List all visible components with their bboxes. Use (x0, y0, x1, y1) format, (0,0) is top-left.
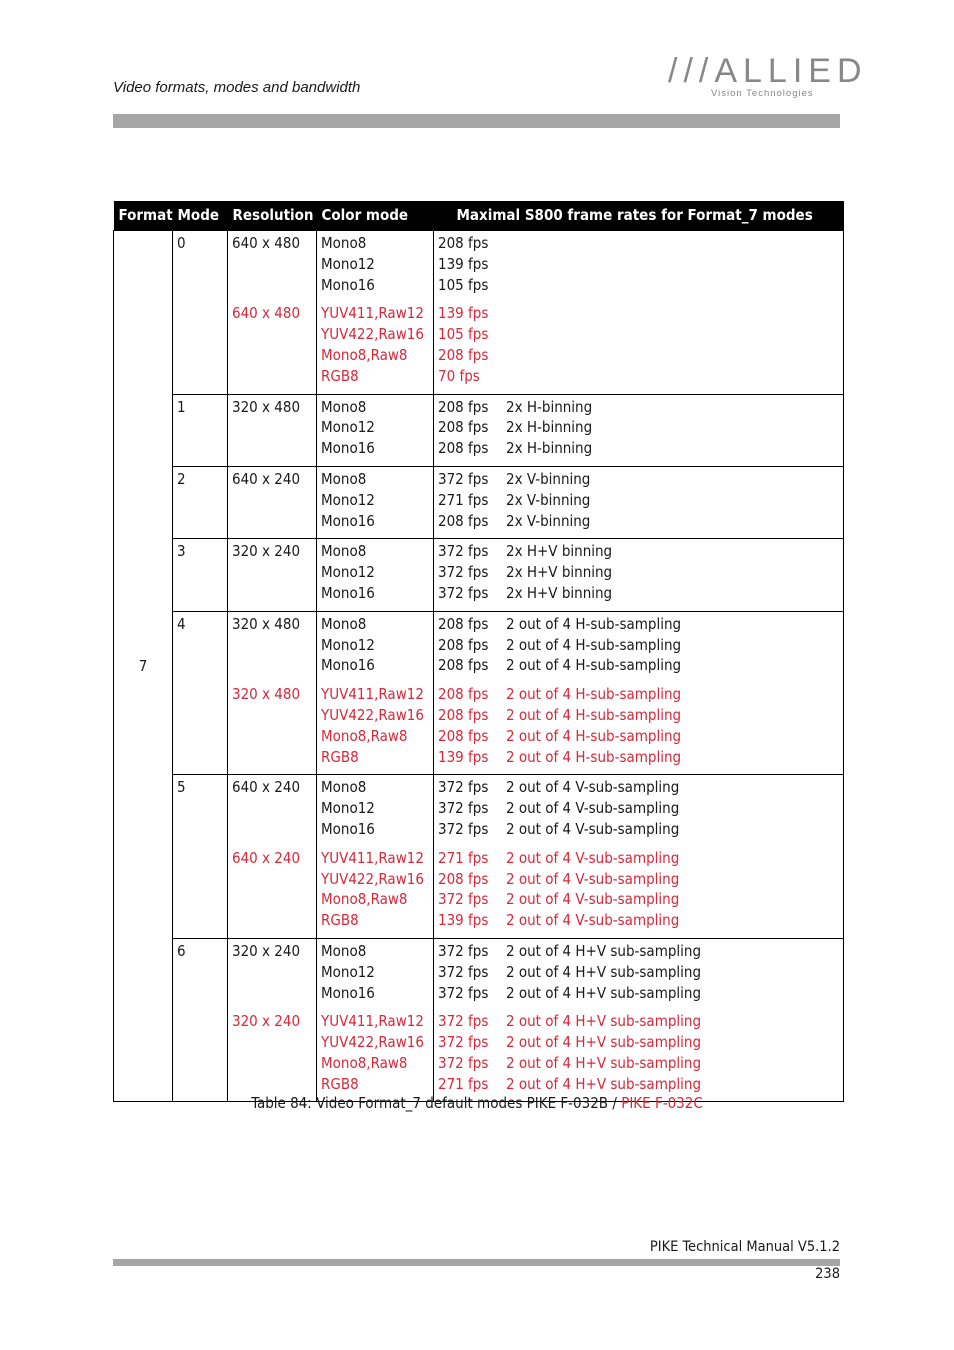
fps-value: 208 fps (438, 726, 489, 745)
fps-value: 208 fps (438, 635, 489, 654)
frame-rate-line (438, 655, 843, 676)
frame-rate-line (438, 254, 843, 275)
color-mode-value: Mono8 (321, 941, 367, 960)
fps-value: 208 fps (438, 511, 489, 530)
resolution-cell (228, 611, 317, 775)
mode-note: 2 out of 4 V-sub-sampling (506, 869, 680, 888)
color-mode-cell (317, 775, 434, 939)
frame-rate-line (438, 562, 843, 583)
resolution-value: 320 x 480 (232, 397, 301, 416)
fps-value: 105 fps (438, 325, 489, 344)
frame-rate-cell (434, 611, 844, 775)
resolution-cell (228, 231, 317, 395)
fps-value: 208 fps (438, 418, 489, 437)
color-mode-group (321, 848, 433, 931)
fps-value: 271 fps (438, 1074, 489, 1093)
fps-value: 372 fps (438, 983, 489, 1002)
mode-note: 2 out of 4 H+V sub-sampling (506, 1053, 702, 1072)
frame-rate-line (438, 869, 843, 890)
fps-value: 271 fps (438, 490, 489, 509)
color-mode-value: Mono12 (321, 962, 375, 981)
color-mode-value: Mono16 (321, 656, 375, 675)
resolution-cell (228, 466, 317, 538)
frame-rate-line (438, 962, 843, 983)
color-mode-value: Mono8 (321, 234, 367, 252)
resolution-group (232, 614, 316, 676)
mode-note: 2 out of 4 H+V sub-sampling (506, 983, 702, 1002)
resolution-value: 320 x 480 (232, 614, 301, 633)
frame-rate-line (438, 366, 843, 387)
fps-value: 372 fps (438, 819, 489, 838)
fps-value: 372 fps (438, 469, 489, 488)
color-mode-value: YUV422,Raw16 (321, 869, 424, 888)
table-row (114, 775, 844, 939)
mode-note: 2 out of 4 V-sub-sampling (506, 890, 680, 909)
fps-value: 208 fps (438, 439, 489, 458)
fps-value: 139 fps (438, 254, 489, 273)
header-mode: Mode (173, 201, 228, 231)
resolution-cell (228, 938, 317, 1102)
color-mode-value: Mono16 (321, 819, 375, 838)
fps-value: 208 fps (438, 705, 489, 724)
color-mode-cell (317, 611, 434, 775)
fps-value: 372 fps (438, 583, 489, 602)
footer-bar (113, 1259, 840, 1266)
frame-rate-line (438, 705, 843, 726)
color-mode-value: Mono16 (321, 275, 375, 294)
mode-note: 2x H-binning (506, 418, 593, 437)
color-mode-value: RGB8 (321, 1074, 359, 1093)
mode-note: 2x H+V binning (506, 542, 613, 561)
fps-value: 139 fps (438, 747, 489, 766)
fps-value: 372 fps (438, 941, 489, 960)
resolution-group (232, 684, 316, 767)
frame-rate-line (438, 635, 843, 656)
frame-rate-line (438, 438, 843, 459)
fps-value: 70 fps (438, 366, 480, 385)
fps-value: 372 fps (438, 1053, 489, 1072)
mode-cell (173, 231, 228, 395)
color-mode-value: Mono16 (321, 983, 375, 1002)
header-resolution: Resolution (228, 201, 317, 231)
logo-wordmark: ///ALLIED (668, 52, 868, 90)
mode-cell (173, 775, 228, 939)
mode-cell (173, 611, 228, 775)
color-mode-cell (317, 938, 434, 1102)
fps-value: 372 fps (438, 962, 489, 981)
color-mode-value: Mono12 (321, 490, 375, 509)
frame-rate-line (438, 889, 843, 910)
table-row (114, 466, 844, 538)
frame-rate-group (438, 614, 843, 676)
format-cell: 7 (114, 231, 173, 1102)
color-mode-group (321, 541, 433, 603)
frame-rate-group (438, 1011, 843, 1094)
format7-modes-table (113, 201, 844, 1102)
frame-rate-line (438, 983, 843, 1004)
logo-tagline: Vision Technologies (711, 88, 814, 99)
frame-rate-line (438, 511, 843, 532)
frame-rate-line (438, 275, 843, 296)
frame-rate-cell (434, 466, 844, 538)
fps-value: 208 fps (438, 345, 489, 364)
mode-note: 2 out of 4 H-sub-sampling (506, 726, 682, 745)
frame-rate-cell (434, 775, 844, 939)
mode-value: 5 (177, 778, 186, 797)
header-section-title: Video formats, modes and bandwidth (113, 79, 361, 96)
fps-value: 372 fps (438, 778, 489, 797)
header-color-mode: Color mode (317, 201, 434, 231)
resolution-value: 640 x 240 (232, 778, 301, 797)
mode-cell (173, 394, 228, 466)
frame-rate-line (438, 1032, 843, 1053)
resolution-cell (228, 539, 317, 611)
table-caption (0, 1094, 954, 1112)
frame-rate-group (438, 397, 843, 459)
color-mode-value: YUV411,Raw12 (321, 304, 424, 323)
resolution-value: 640 x 480 (232, 234, 301, 252)
frame-rate-cell (434, 231, 844, 395)
resolution-value: 320 x 240 (232, 941, 301, 960)
resolution-value: 640 x 240 (232, 848, 301, 867)
color-mode-value: Mono16 (321, 583, 375, 602)
frame-rate-line (438, 583, 843, 604)
header-bar (113, 114, 840, 128)
mode-note: 2 out of 4 H+V sub-sampling (506, 941, 702, 960)
frame-rate-group (438, 848, 843, 931)
header-format: Format (114, 201, 173, 231)
color-mode-value: Mono12 (321, 635, 375, 654)
mode-note: 2x V-binning (506, 490, 591, 509)
frame-rate-line (438, 345, 843, 366)
color-mode-group (321, 303, 433, 386)
resolution-group (232, 303, 316, 386)
fps-value: 372 fps (438, 799, 489, 818)
page-number: 238 (815, 1266, 840, 1282)
header-frame-rates: Maximal S800 frame rates for Format_7 modes (434, 201, 844, 231)
mode-value: 0 (177, 234, 186, 252)
mode-note: 2 out of 4 V-sub-sampling (506, 778, 680, 797)
caption-highlight: PIKE F-032C (621, 1094, 703, 1112)
color-mode-value: RGB8 (321, 747, 359, 766)
color-mode-value: YUV411,Raw12 (321, 848, 424, 867)
frame-rate-line (438, 1011, 843, 1032)
color-mode-value: YUV422,Raw16 (321, 705, 424, 724)
resolution-group (232, 777, 316, 839)
frame-rate-group (438, 303, 843, 386)
mode-note: 2 out of 4 H+V sub-sampling (506, 962, 702, 981)
color-mode-value: Mono8 (321, 542, 367, 561)
mode-note: 2 out of 4 H-sub-sampling (506, 614, 682, 633)
resolution-value: 320 x 480 (232, 685, 301, 704)
color-mode-value: Mono8 (321, 397, 367, 416)
mode-value: 2 (177, 469, 186, 488)
color-mode-group (321, 469, 433, 531)
color-mode-cell (317, 394, 434, 466)
fps-value: 208 fps (438, 234, 489, 252)
fps-value: 139 fps (438, 911, 489, 930)
resolution-group (232, 233, 316, 295)
color-mode-value: Mono12 (321, 254, 375, 273)
color-mode-value: Mono8,Raw8 (321, 726, 408, 745)
mode-note: 2x V-binning (506, 469, 591, 488)
resolution-group (232, 397, 316, 459)
frame-rate-group (438, 541, 843, 603)
frame-rate-line (438, 684, 843, 705)
mode-note: 2 out of 4 V-sub-sampling (506, 911, 680, 930)
mode-note: 2 out of 4 V-sub-sampling (506, 819, 680, 838)
frame-rate-cell (434, 938, 844, 1102)
frame-rate-line (438, 747, 843, 768)
frame-rate-cell (434, 539, 844, 611)
mode-note: 2x H-binning (506, 397, 593, 416)
resolution-value: 640 x 240 (232, 469, 301, 488)
color-mode-group (321, 684, 433, 767)
color-mode-value: Mono8 (321, 778, 367, 797)
fps-value: 208 fps (438, 869, 489, 888)
resolution-value: 320 x 240 (232, 542, 301, 561)
frame-rate-line (438, 819, 843, 840)
color-mode-value: Mono8,Raw8 (321, 1053, 408, 1072)
mode-note: 2x V-binning (506, 511, 591, 530)
resolution-cell (228, 394, 317, 466)
mode-note: 2 out of 4 H+V sub-sampling (506, 1012, 702, 1031)
frame-rate-group (438, 684, 843, 767)
mode-value: 6 (177, 941, 186, 960)
mode-note: 2 out of 4 H+V sub-sampling (506, 1033, 702, 1052)
mode-value: 4 (177, 614, 186, 633)
mode-value: 3 (177, 542, 186, 561)
frame-rate-line (438, 397, 843, 418)
mode-note: 2 out of 4 H-sub-sampling (506, 747, 682, 766)
table-row (114, 611, 844, 775)
mode-note: 2 out of 4 H+V sub-sampling (506, 1074, 702, 1093)
frame-rate-line (438, 726, 843, 747)
resolution-group (232, 541, 316, 603)
fps-value: 372 fps (438, 563, 489, 582)
frame-rate-line (438, 324, 843, 345)
color-mode-value: YUV422,Raw16 (321, 325, 424, 344)
resolution-value: 640 x 480 (232, 304, 301, 323)
frame-rate-line (438, 777, 843, 798)
color-mode-value: Mono8,Raw8 (321, 345, 408, 364)
color-mode-value: YUV411,Raw12 (321, 685, 424, 704)
color-mode-group (321, 397, 433, 459)
frame-rate-group (438, 233, 843, 295)
mode-cell (173, 539, 228, 611)
color-mode-value: Mono16 (321, 439, 375, 458)
fps-value: 372 fps (438, 542, 489, 561)
mode-note: 2x H+V binning (506, 563, 613, 582)
color-mode-group (321, 777, 433, 839)
color-mode-cell (317, 231, 434, 395)
fps-value: 271 fps (438, 848, 489, 867)
mode-note: 2 out of 4 H-sub-sampling (506, 705, 682, 724)
mode-cell (173, 938, 228, 1102)
frame-rate-line (438, 910, 843, 931)
table-row (114, 938, 844, 1102)
mode-note: 2 out of 4 V-sub-sampling (506, 799, 680, 818)
frame-rate-line (438, 490, 843, 511)
fps-value: 372 fps (438, 1012, 489, 1031)
color-mode-group (321, 614, 433, 676)
color-mode-value: Mono16 (321, 511, 375, 530)
frame-rate-line (438, 798, 843, 819)
frame-rate-group (438, 469, 843, 531)
table-row (114, 394, 844, 466)
color-mode-group (321, 233, 433, 295)
fps-value: 208 fps (438, 685, 489, 704)
frame-rate-cell (434, 394, 844, 466)
color-mode-group (321, 941, 433, 1003)
fps-value: 372 fps (438, 1033, 489, 1052)
table-header-row (114, 201, 844, 231)
mode-note: 2x H-binning (506, 439, 593, 458)
color-mode-value: Mono12 (321, 418, 375, 437)
allied-logo (668, 52, 868, 102)
resolution-cell (228, 775, 317, 939)
fps-value: 208 fps (438, 656, 489, 675)
fps-value: 372 fps (438, 890, 489, 909)
resolution-value: 320 x 240 (232, 1012, 301, 1031)
frame-rate-line (438, 417, 843, 438)
color-mode-value: YUV422,Raw16 (321, 1033, 424, 1052)
mode-note: 2x H+V binning (506, 583, 613, 602)
color-mode-cell (317, 466, 434, 538)
frame-rate-line (438, 941, 843, 962)
resolution-group (232, 941, 316, 1003)
frame-rate-line (438, 469, 843, 490)
color-mode-value: RGB8 (321, 911, 359, 930)
color-mode-value: RGB8 (321, 366, 359, 385)
frame-rate-line (438, 303, 843, 324)
fps-value: 139 fps (438, 304, 489, 323)
color-mode-group (321, 1011, 433, 1094)
color-mode-value: Mono8 (321, 614, 367, 633)
mode-value: 1 (177, 397, 186, 416)
frame-rate-line (438, 233, 843, 254)
frame-rate-line (438, 614, 843, 635)
resolution-group (232, 1011, 316, 1094)
color-mode-value: YUV411,Raw12 (321, 1012, 424, 1031)
frame-rate-line (438, 1074, 843, 1095)
color-mode-cell (317, 539, 434, 611)
frame-rate-line (438, 848, 843, 869)
frame-rate-group (438, 777, 843, 839)
table-row (114, 231, 844, 395)
mode-note: 2 out of 4 H-sub-sampling (506, 635, 682, 654)
footer-manual-title: PIKE Technical Manual V5.1.2 (649, 1239, 840, 1255)
color-mode-value: Mono8,Raw8 (321, 890, 408, 909)
mode-cell (173, 466, 228, 538)
fps-value: 105 fps (438, 275, 489, 294)
color-mode-value: Mono12 (321, 563, 375, 582)
table-row (114, 539, 844, 611)
frame-rate-group (438, 941, 843, 1003)
resolution-group (232, 469, 316, 531)
frame-rate-line (438, 541, 843, 562)
resolution-group (232, 848, 316, 931)
color-mode-value: Mono12 (321, 799, 375, 818)
fps-value: 208 fps (438, 614, 489, 633)
mode-note: 2 out of 4 V-sub-sampling (506, 848, 680, 867)
caption-text: Table 84: Video Format_7 default modes PIKE F-032B / (251, 1094, 622, 1112)
frame-rate-line (438, 1053, 843, 1074)
color-mode-value: Mono8 (321, 469, 367, 488)
mode-note: 2 out of 4 H-sub-sampling (506, 656, 682, 675)
mode-note: 2 out of 4 H-sub-sampling (506, 685, 682, 704)
fps-value: 208 fps (438, 397, 489, 416)
